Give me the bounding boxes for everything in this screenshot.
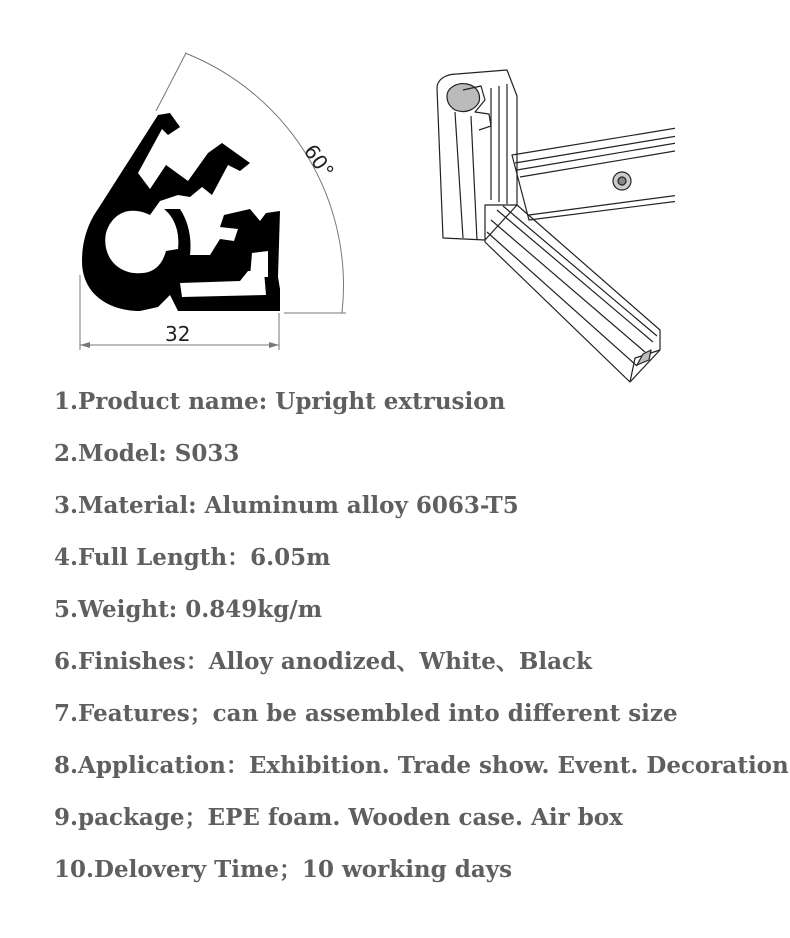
spec-full-length: 4.Full Length：6.05m [54,544,331,571]
profile-cross-section-drawing [70,45,360,360]
spec-package: 9.package；EPE foam. Wooden case. Air box [54,804,623,831]
spec-material: 3.Material: Aluminum alloy 6063-T5 [54,492,519,519]
angle-dimension-label: 60° [298,139,339,183]
spec-product-name: 1.Product name: Upright extrusion [54,388,506,415]
spec-application: 8.Application：Exhibition. Trade show. Event. Decoration [54,752,789,779]
product-spec-list [54,385,789,905]
width-arrow-left [80,342,90,348]
corner-assembly-drawing [425,60,675,385]
spec-finishes: 6.Finishes：Alloy anodized、White、Black [54,648,592,675]
profile-inner-cutout [118,219,159,264]
spec-features: 7.Features；can be assembled into different size [54,700,678,727]
spec-model: 2.Model: S033 [54,440,240,467]
width-arrow-right [269,342,279,348]
spec-weight: 5.Weight: 0.849kg/m [54,596,323,623]
width-dimension-label: 32 [165,322,191,346]
angle-extension-line [156,53,186,111]
product-figures [0,0,790,385]
spec-delivery-time: 10.Delovery Time；10 working days [54,856,513,883]
lower-arm-outline [485,205,660,382]
